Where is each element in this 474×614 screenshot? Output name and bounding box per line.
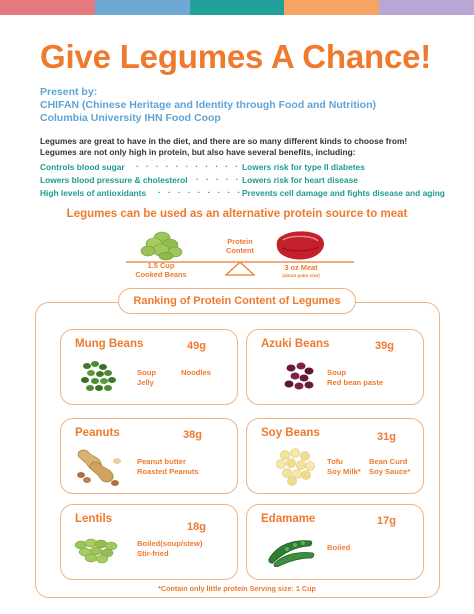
stripe-pink: [0, 0, 95, 15]
use-item: Boiled(soup/stew): [137, 539, 203, 548]
benefit-left: High levels of antioxidants: [40, 188, 147, 198]
cooked-beans-amount: 1.5 Cup: [147, 261, 175, 270]
legume-name: Azuki Beans: [261, 338, 330, 350]
legume-name: Edamame: [261, 513, 316, 525]
top-color-stripes: [0, 0, 474, 15]
legume-name: Soy Beans: [261, 427, 320, 439]
legume-card-mung-beans: [60, 329, 238, 405]
presented-by-block: [40, 86, 376, 125]
mung-beans-icon: [75, 358, 125, 398]
ranking-title: Ranking of Protein Content of Legumes: [118, 288, 355, 314]
legume-name: Lentils: [75, 513, 113, 525]
intro-line-1: Legumes are great to have in the diet, and there are so many different kinds to choose from!: [40, 136, 408, 146]
intro-text: [40, 136, 407, 158]
benefit-left: Lowers blood pressure & cholesterol: [40, 175, 188, 185]
meat-sublabel: (about palm size): [282, 273, 320, 278]
protein-amount: 17g: [377, 515, 396, 527]
peanuts-icon: [71, 447, 125, 487]
legume-card-peanuts: [60, 418, 238, 494]
benefit-right: Lowers risk for heart disease: [242, 175, 358, 185]
benefit-row: [40, 162, 460, 175]
use-item: Soup: [327, 368, 346, 377]
edamame-icon: [263, 533, 319, 567]
protein-content-label: [218, 238, 262, 255]
use-item: Soy Sauce*: [369, 467, 411, 476]
cooked-beans-text: Cooked Beans: [135, 269, 187, 279]
alternative-protein-headline: Legumes can be used as an alternative protein source to meat: [66, 208, 408, 220]
meat-label: 3 oz Meat: [284, 263, 318, 272]
use-item: Stir-fried: [137, 549, 169, 558]
footnote: *Contain only little protein Serving size: 1 Cup: [158, 584, 316, 593]
org-chifan: CHIFAN (Chinese Heritage and Identity through Food and Nutrition): [40, 99, 376, 111]
use-item: Boiled: [327, 543, 351, 552]
use-item: Peanut butter: [137, 457, 186, 466]
stripe-orange: [284, 0, 379, 15]
protein-amount: 49g: [187, 340, 206, 352]
benefit-left: Controls blood sugar: [40, 162, 125, 172]
benefits-list: [40, 162, 460, 201]
page-title: Give Legumes A Chance!: [40, 38, 432, 75]
protein-content-line-2: Content: [226, 245, 254, 255]
protein-amount: 31g: [377, 431, 396, 443]
stripe-teal: [190, 0, 285, 15]
org-food-coop: Columbia University IHN Food Coop: [40, 112, 221, 124]
legume-name: Mung Beans: [75, 338, 144, 350]
dot-leader: · · · · · · · · · · ·: [136, 161, 241, 171]
legume-name: Peanuts: [75, 427, 120, 439]
benefit-right: Prevents cell damage and fights disease and aging: [242, 188, 445, 198]
protein-amount: 39g: [375, 340, 394, 352]
dot-leader: · · · · · · · · ·: [158, 187, 243, 197]
cooked-beans-icon: [141, 232, 182, 260]
azuki-beans-icon: [281, 360, 321, 396]
use-item: Roasted Peanuts: [137, 467, 199, 476]
ranking-title-wrap: [0, 288, 474, 314]
stripe-lavender: [379, 0, 474, 15]
meat-steak-icon: [277, 231, 324, 259]
legume-card-lentils: [60, 504, 238, 580]
lentils-icon: [71, 535, 125, 565]
use-item: Red bean paste: [327, 378, 384, 387]
use-item: Soup: [137, 368, 156, 377]
soy-beans-icon: [275, 447, 319, 487]
protein-content-line-1: Protein: [227, 237, 253, 246]
legume-card-soy-beans: [246, 418, 424, 494]
protein-amount: 18g: [187, 521, 206, 533]
presented-by-label: Present by:: [40, 86, 98, 98]
legume-card-edamame: [246, 504, 424, 580]
benefit-row: [40, 175, 460, 188]
legume-card-azuki-beans: [246, 329, 424, 405]
use-item: Soy Milk*: [327, 467, 361, 476]
cooked-beans-label: [125, 262, 197, 279]
dot-leader: · · · · ·: [196, 174, 241, 184]
benefit-row: [40, 188, 460, 201]
use-item: Tofu: [327, 457, 343, 466]
intro-line-2: Legumes are not only high in protein, but also have several benefits, including:: [40, 147, 356, 157]
stripe-blue: [95, 0, 190, 15]
use-item: Noodles: [181, 368, 211, 377]
use-item: Jelly: [137, 378, 154, 387]
benefit-right: Lowers risk for type II diabetes: [242, 162, 365, 172]
protein-scale: [120, 226, 360, 284]
protein-amount: 38g: [183, 429, 202, 441]
use-item: Bean Curd: [369, 457, 408, 466]
